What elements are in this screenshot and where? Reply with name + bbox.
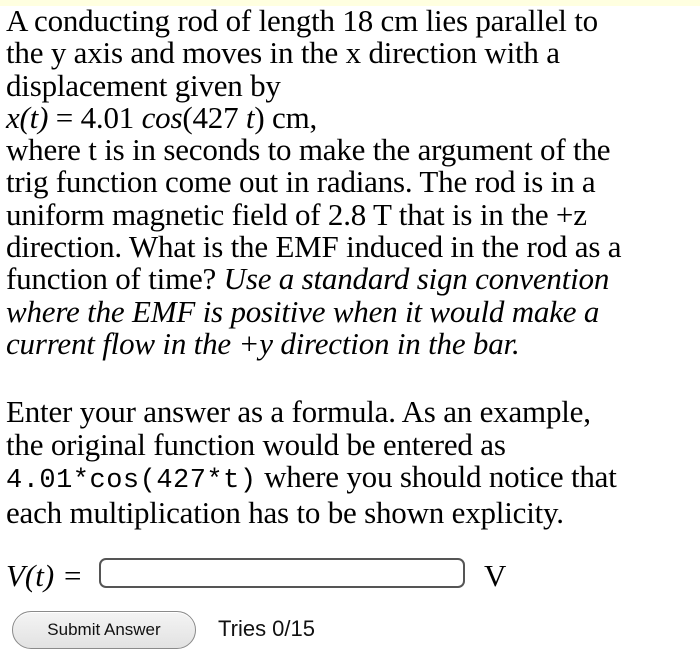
answer-row	[6, 554, 696, 598]
question-text-plain: function of time?	[6, 261, 224, 297]
question-line: uniform magnetic field of 2.8 T that is in the +z	[6, 196, 587, 232]
problem-text	[6, 5, 696, 529]
answer-label: V(t) =	[6, 558, 83, 593]
question-line: trig function come out in radians. The rod is in a	[6, 164, 596, 200]
instruction-line: the original function would be entered as	[6, 426, 506, 462]
tries-counter: Tries 0/15	[218, 616, 316, 641]
instruction-line	[6, 458, 696, 497]
question-line	[6, 263, 696, 295]
question-line: displacement given by	[6, 67, 281, 103]
formula-t: t	[245, 99, 255, 135]
formula-arg-open: (427	[182, 99, 246, 135]
sign-convention-note: Use a standard sign convention	[223, 261, 610, 297]
submit-answer-button[interactable]: Submit Answer	[12, 611, 196, 649]
instruction-line: Enter your answer as a formula. As an example,	[6, 394, 591, 430]
question-line: where t is in seconds to make the argument of the	[6, 132, 611, 168]
example-code: 4.01*cos(427*t)	[6, 465, 257, 496]
sign-convention-note: current flow in the +y direction in the bar.	[6, 325, 520, 361]
formula-eq: = 4.01	[48, 99, 142, 135]
formula-lhs: x(t)	[6, 99, 49, 135]
displacement-formula	[6, 99, 696, 135]
question-line: direction. What is the EMF induced in the rod as a	[6, 229, 622, 265]
unit-label: V	[484, 558, 507, 593]
question-line: A conducting rod of length 18 cm lies parallel to	[6, 3, 598, 38]
question-line: the y axis and moves in the x direction with a	[6, 35, 560, 71]
answer-input[interactable]	[99, 558, 465, 588]
instruction-text: where you should notice that	[256, 458, 617, 494]
sign-convention-note: where the EMF is positive when it would make a	[6, 293, 600, 329]
instruction-line: each multiplication has to be shown explicity.	[6, 495, 564, 531]
paragraph-gap	[6, 360, 696, 396]
formula-arg-close: ) cm,	[254, 99, 318, 135]
formula-fn: cos	[141, 99, 183, 135]
